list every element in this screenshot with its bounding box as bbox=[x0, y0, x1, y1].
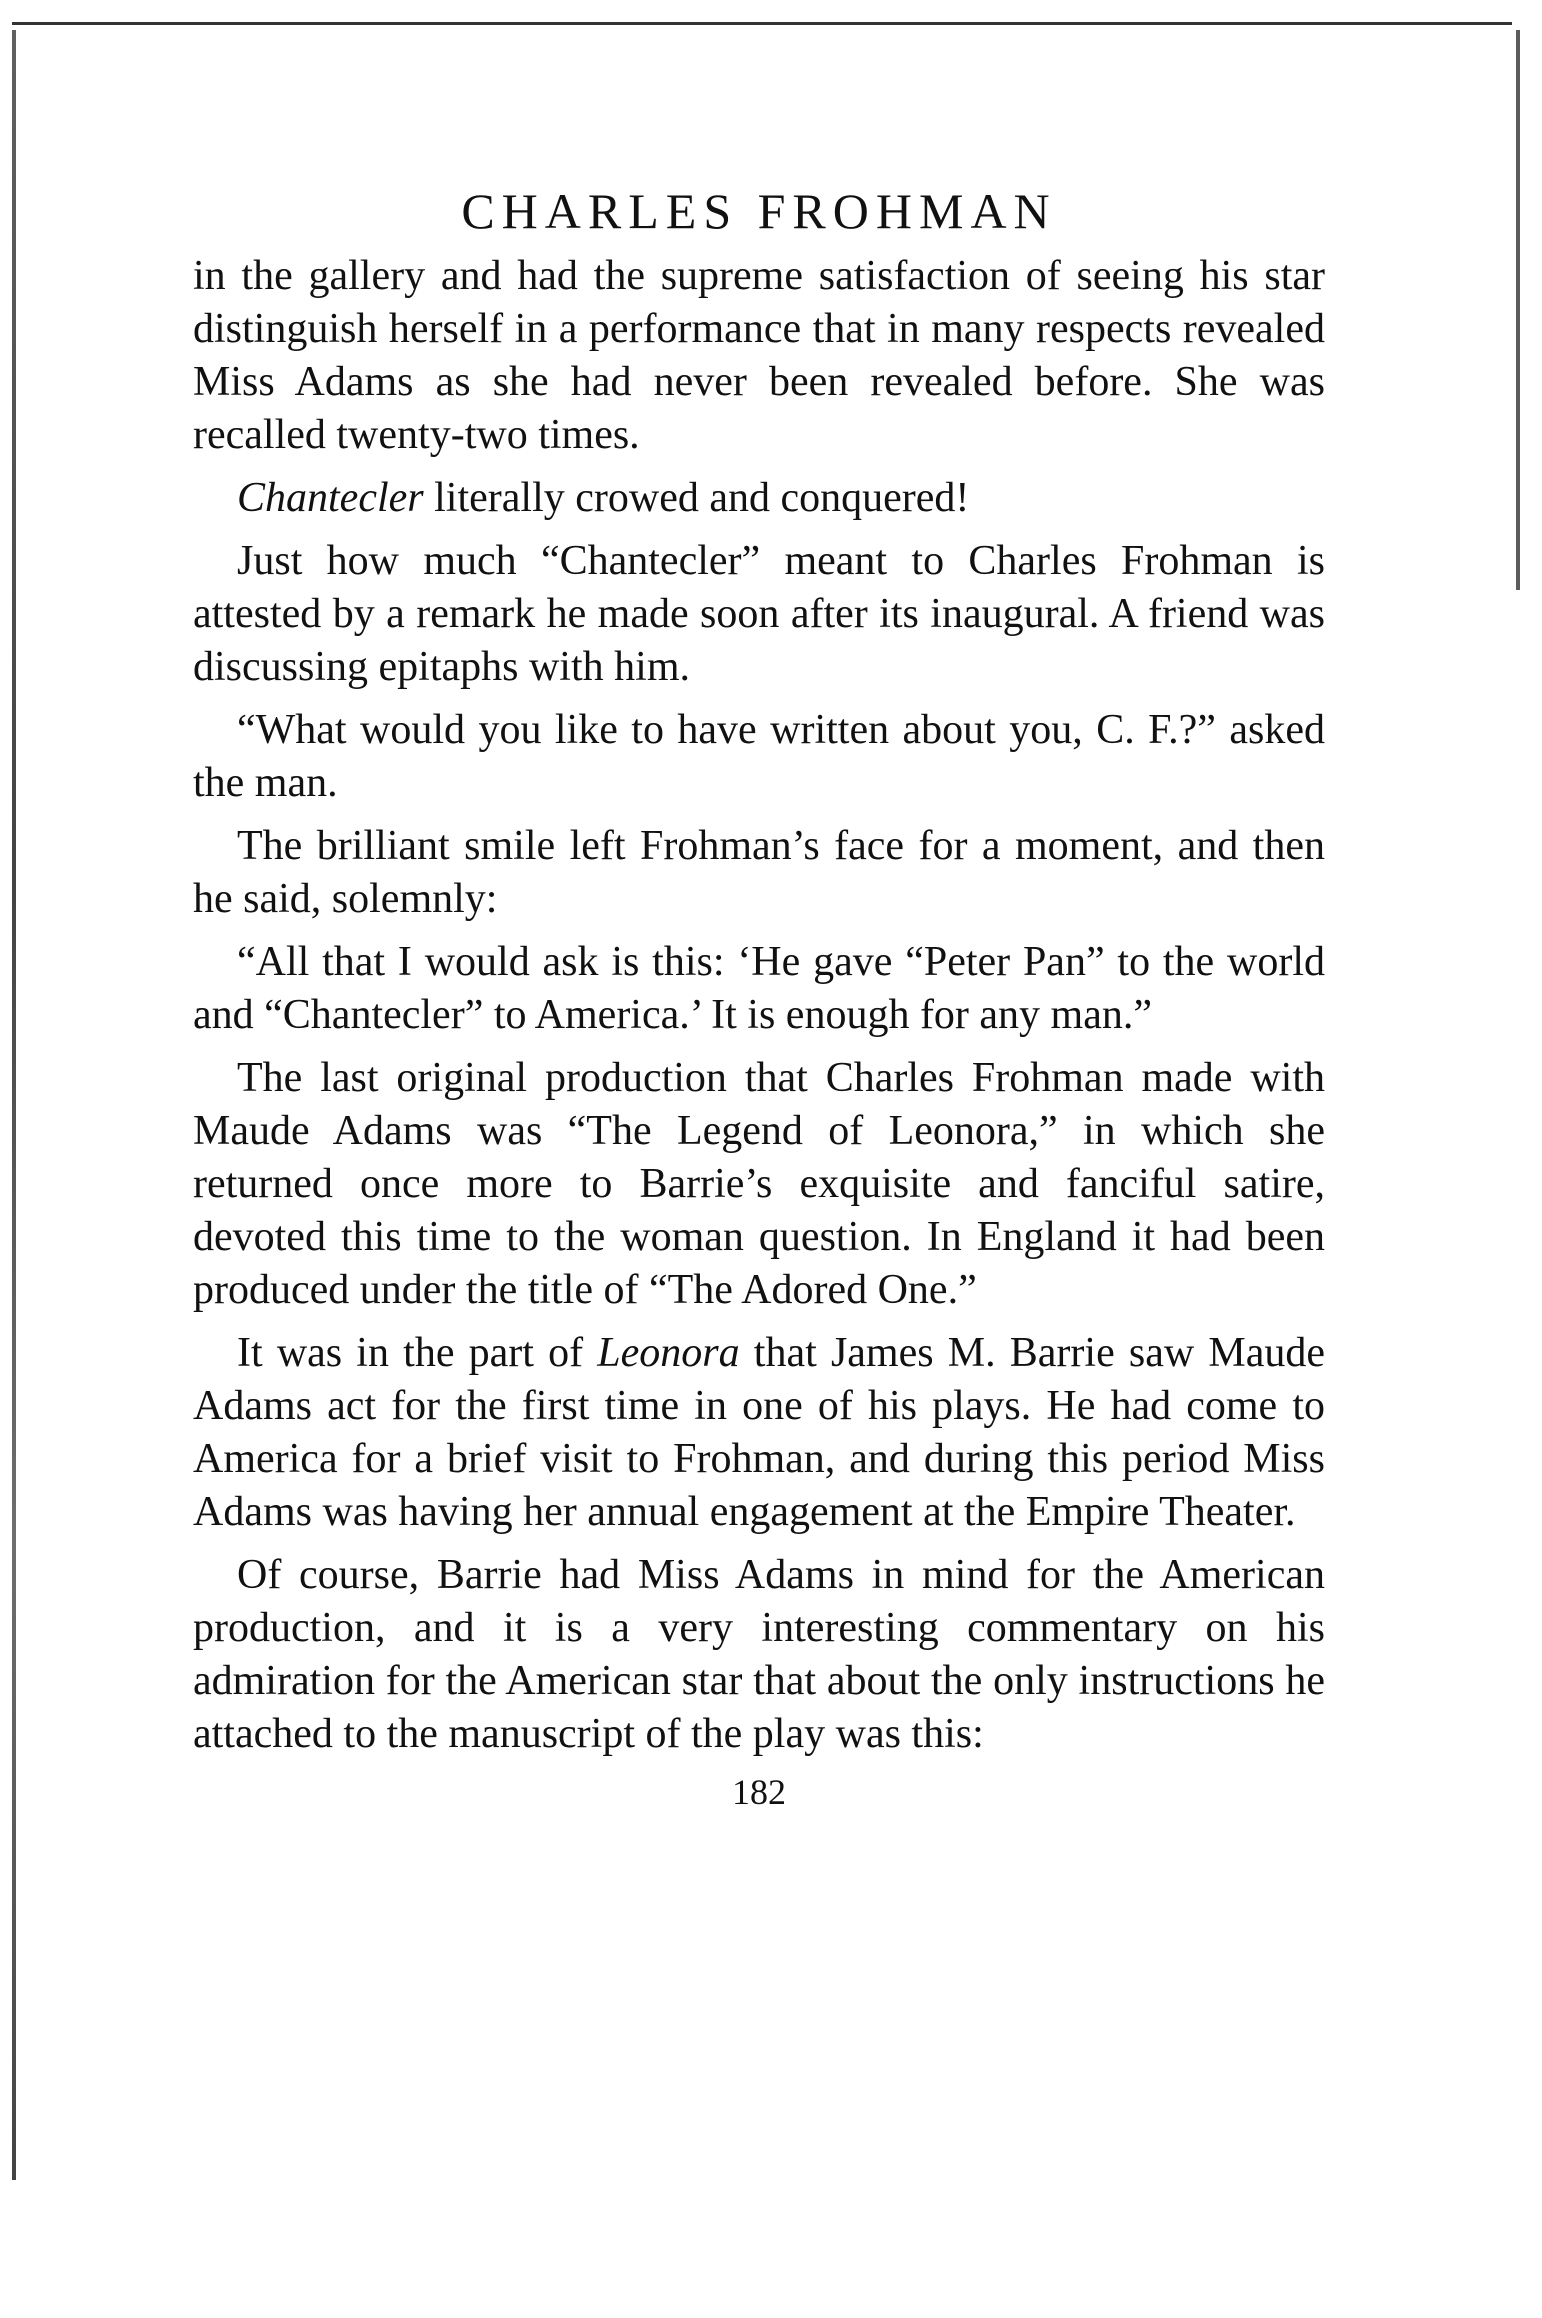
text-run: that James M. Barrie saw Maude Adams act for the first time in one of his plays. He had come to America for a brief visit to Frohman, and during this period Miss Adams was having her annual engagement at the Empire Theater. bbox=[193, 1330, 1325, 1535]
book-page bbox=[193, 160, 1325, 1813]
text-run: in the gallery and had the supreme satisfaction of seeing his star distinguish herself in a performance that in many respects revealed Miss Adams as she had never been revealed before. She was recalled twenty-two times. bbox=[193, 253, 1325, 458]
italic-title: Chantecler bbox=[237, 475, 424, 521]
italic-title: Leonora bbox=[597, 1330, 740, 1376]
paragraph bbox=[193, 1327, 1325, 1539]
text-run: “All that I would ask is this: ‘He gave “Peter Pan” to the world and “Chantecler” to America.’ It is enough for any man.” bbox=[193, 939, 1325, 1038]
paragraph bbox=[193, 936, 1325, 1042]
paragraph bbox=[193, 1549, 1325, 1761]
page-number: 182 bbox=[732, 1772, 786, 1812]
paragraph bbox=[193, 704, 1325, 810]
text-run: Just how much “Chantecler” meant to Charles Frohman is attested by a remark he made soon after its inaugural. A friend was discussing epitaphs with him. bbox=[193, 538, 1325, 690]
paragraph bbox=[193, 1052, 1325, 1317]
paragraph bbox=[193, 472, 1325, 525]
text-run: The last original production that Charles Frohman made with Maude Adams was “The Legend of Leonora,” in which she returned once more to Barrie’s exquisite and fanciful satire, devoted this time to the woman question. In England it had been produced under the title of “The Adored One.” bbox=[193, 1055, 1325, 1313]
text-run: It was in the part of bbox=[237, 1330, 598, 1376]
paragraph bbox=[193, 250, 1325, 462]
text-run: literally crowed and conquered! bbox=[423, 475, 970, 521]
body-text bbox=[193, 250, 1325, 1761]
running-head: CHARLES FROHMAN bbox=[461, 183, 1057, 239]
scan-left-edge bbox=[12, 30, 16, 2180]
text-run: Of course, Barrie had Miss Adams in mind for the American production, and it is a very interesting commentary on his admiration for the American star that about the only instructions he attached to the manuscript of the play was this: bbox=[193, 1552, 1325, 1757]
scan-top-edge bbox=[12, 22, 1512, 25]
text-run: “What would you like to have written about you, C. F.?” asked the man. bbox=[193, 707, 1325, 806]
text-run: The brilliant smile left Frohman’s face for a moment, and then he said, solemnly: bbox=[193, 823, 1325, 922]
scan-right-edge bbox=[1516, 30, 1520, 590]
paragraph bbox=[193, 535, 1325, 694]
paragraph bbox=[193, 820, 1325, 926]
